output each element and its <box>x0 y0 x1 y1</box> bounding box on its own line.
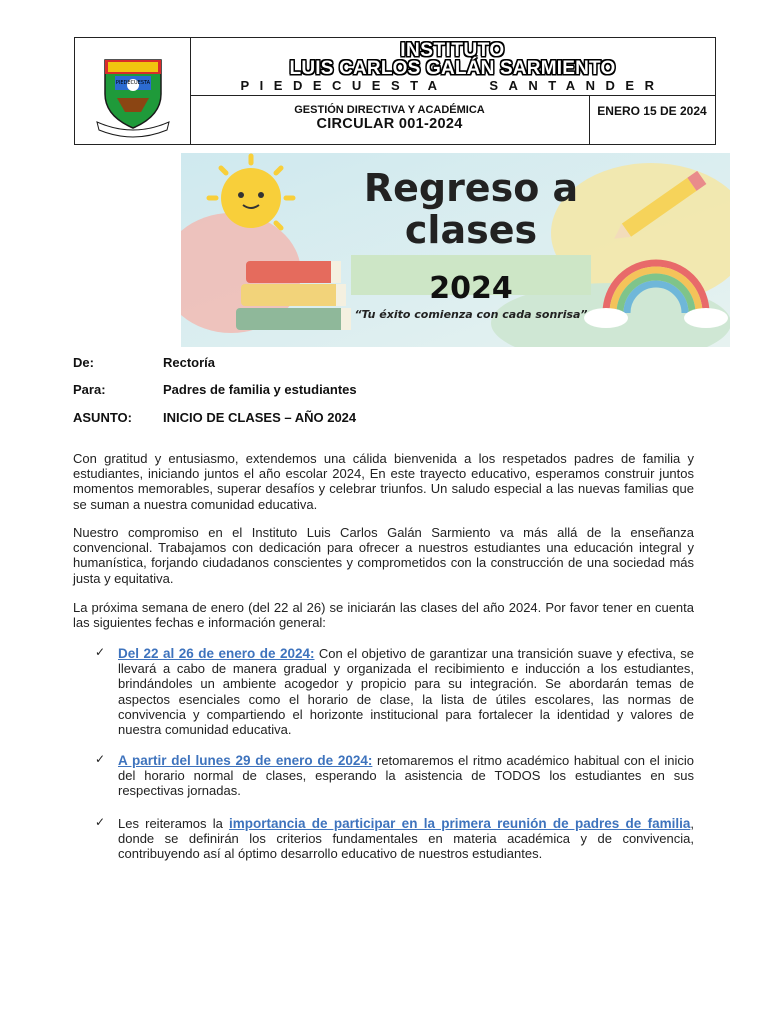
school-crest-logo <box>75 38 190 144</box>
paragraph-schedule-intro: La próxima semana de enero (del 22 al 26) se iniciarán las clases del año 2024. Por favor tener en cuenta las siguientes fechas e información general: <box>73 600 694 631</box>
regular-schedule-highlight: A partir del lunes 29 de enero de 2024: <box>118 753 373 768</box>
banner-year: 2024 <box>429 271 513 306</box>
list-item-regular-schedule <box>95 753 694 799</box>
circular-number: CIRCULAR 001-2024 <box>316 116 463 132</box>
institute-location: PIEDECUESTA SANTANDER <box>240 78 665 93</box>
logo-cell <box>75 38 191 144</box>
institute-title: INSTITUTO <box>400 40 505 61</box>
list-item-first-week <box>95 646 694 737</box>
parents-meeting-prefix: Les reiteramos la <box>118 816 229 831</box>
checkmark-icon: ✓ <box>95 645 106 659</box>
checkmark-icon: ✓ <box>95 815 106 829</box>
back-to-school-banner <box>181 153 730 347</box>
circular-date: ENERO 15 DE 2024 <box>597 104 707 118</box>
letterhead-table <box>74 37 716 145</box>
department-cell <box>190 95 590 144</box>
banner-title-line1: Regreso a <box>363 166 579 210</box>
institute-name: LUIS CARLOS GALÁN SARMIENTO <box>289 58 616 79</box>
banner-slogan: “Tu éxito comienza con cada sonrisa” <box>354 308 588 321</box>
banner-title-line2: clases <box>404 208 538 252</box>
from-label: De: <box>73 355 94 370</box>
paragraph-commitment: Nuestro compromiso en el Instituto Luis Carlos Galán Sarmiento va más allá de la enseñanza convencional. Trabajamos con dedicación para ofrecer a nuestros estudiantes una educación integral y humanística, forjando ciudadanos conscientes y comprometidos con la construcción de una sociedad más justa y equitativa. <box>73 525 694 586</box>
subject-value: INICIO DE CLASES – AÑO 2024 <box>163 410 357 425</box>
checkmark-icon: ✓ <box>95 752 106 766</box>
to-label: Para: <box>73 382 106 397</box>
department-name: GESTIÓN DIRECTIVA Y ACADÉMICA <box>294 104 485 116</box>
list-item-parents-meeting <box>95 816 694 862</box>
first-week-highlight: Del 22 al 26 de enero de 2024: <box>118 646 315 661</box>
parents-meeting-highlight: importancia de participar en la primera reunión de padres de familia <box>228 816 691 831</box>
to-value: Padres de familia y estudiantes <box>163 382 357 397</box>
paragraph-welcome: Con gratitud y entusiasmo, extendemos una cálida bienvenida a los respetados padres de familia y estudiantes, iniciando juntos el año escolar 2024, En este trayecto educativo, esperamos construir juntos momentos memorables, superar desafíos y celebrar triunfos. Un saludo especial a las nuevas familias que se suman a nuestra comunidad educativa. <box>73 451 694 512</box>
date-cell <box>589 95 715 144</box>
regular-schedule-text: retomaremos el ritmo académico habitual con el inicio del horario normal de clases, esperando la asistencia de TODOS los estudiantes en sus respectivas jornadas. <box>118 753 694 799</box>
first-week-text: Con el objetivo de garantizar una transición suave y efectiva, se llevará a cabo de manera gradual y organizada el recibimiento e inducción a los estudiantes, brindándoles un ambiente acogedor y propicio para su integración. Se abordarán temas de aspectos esenciales como el horario de clase, la lista de útiles escolares, las normas de convivencia y compartiendo el horizonte institucional para fortalecer la identidad y valores de nuestra comunidad educativa. <box>118 646 695 738</box>
books-icon <box>236 261 351 330</box>
parents-meeting-text: , donde se definirán los criterios fundamentales en materia académica y de convivencia, contribuyendo así al óptimo desarrollo educativo de nuestros estudiantes. <box>118 816 694 862</box>
logo-label: PIEDECUESTA <box>115 80 151 86</box>
from-value: Rectoría <box>163 355 216 370</box>
institute-name-cell <box>190 38 715 96</box>
subject-label: ASUNTO: <box>73 410 132 425</box>
